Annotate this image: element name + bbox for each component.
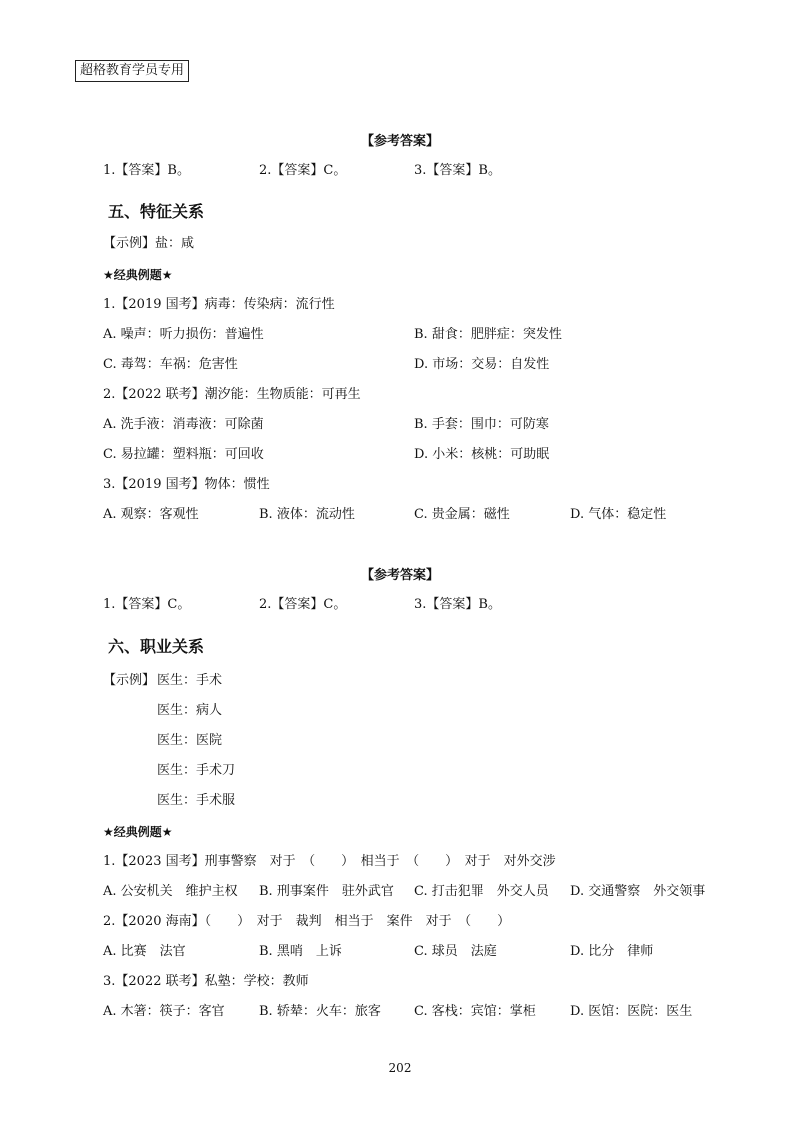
example-line: 【示例】盐：咸 bbox=[103, 236, 195, 251]
option-d: D. 气体：稳定性 bbox=[570, 507, 667, 522]
option-c: C. 贵金属：磁性 bbox=[414, 507, 510, 522]
option-b: B. 轿辇：火车：旅客 bbox=[259, 1004, 381, 1019]
option-b: B. 黑哨 上诉 bbox=[259, 944, 342, 959]
example-line: 医生：手术刀 bbox=[157, 763, 236, 778]
question-stem: 1.【2023 国考】刑事警察 对于 （ ） 相当于 （ ） 对于 对外交涉 bbox=[103, 854, 556, 869]
classic-title: ★经典例题★ bbox=[103, 268, 173, 282]
answer-item: 2.【答案】C。 bbox=[259, 163, 347, 178]
option-b: B. 甜食：肥胖症：突发性 bbox=[414, 327, 562, 342]
option-c: C. 球员 法庭 bbox=[414, 944, 497, 959]
option-d: D. 市场：交易：自发性 bbox=[414, 357, 550, 372]
option-c: C. 毒驾：车祸：危害性 bbox=[103, 357, 238, 372]
classic-title: ★经典例题★ bbox=[103, 825, 173, 839]
option-d: D. 比分 律师 bbox=[570, 944, 654, 959]
example-label: 【示例】 bbox=[103, 673, 156, 688]
answer-title: 【参考答案】 bbox=[360, 134, 439, 149]
example-line: 医生：病人 bbox=[157, 703, 223, 718]
answer-item: 1.【答案】C。 bbox=[103, 597, 191, 612]
option-a: A. 噪声：听力损伤：普遍性 bbox=[103, 327, 264, 342]
option-c: C. 客栈：宾馆：掌柜 bbox=[414, 1004, 536, 1019]
answer-item: 3.【答案】B。 bbox=[414, 163, 501, 178]
option-a: A. 比赛 法官 bbox=[103, 944, 186, 959]
option-b: B. 刑事案件 驻外武官 bbox=[259, 884, 394, 899]
question-stem: 2.【2020 海南】（ ） 对于 裁判 相当于 案件 对于 （ ） bbox=[103, 914, 511, 929]
question-stem: 2.【2022 联考】潮汐能：生物质能：可再生 bbox=[103, 387, 361, 402]
question-stem: 3.【2022 联考】私塾：学校：教师 bbox=[103, 974, 309, 989]
example-line: 医生：手术服 bbox=[157, 793, 236, 808]
example-line: 医生：手术 bbox=[157, 673, 223, 688]
question-stem: 3.【2019 国考】物体：惯性 bbox=[103, 477, 270, 492]
option-d: D. 交通警察 外交领事 bbox=[570, 884, 706, 899]
option-a: A. 洗手液：消毒液：可除菌 bbox=[103, 417, 264, 432]
option-c: C. 易拉罐：塑料瓶：可回收 bbox=[103, 447, 264, 462]
answer-item: 2.【答案】C。 bbox=[259, 597, 347, 612]
page-number: 202 bbox=[388, 1061, 412, 1075]
answer-title: 【参考答案】 bbox=[360, 568, 439, 583]
option-b: B. 手套：围巾：可防寒 bbox=[414, 417, 549, 432]
answer-item: 3.【答案】B。 bbox=[414, 597, 501, 612]
option-d: D. 医馆：医院：医生 bbox=[570, 1004, 693, 1019]
option-a: A. 观察：客观性 bbox=[103, 507, 199, 522]
answer-item: 1.【答案】B。 bbox=[103, 163, 190, 178]
option-a: A. 木箸：筷子：客官 bbox=[103, 1004, 225, 1019]
example-line: 医生：医院 bbox=[157, 733, 223, 748]
header-tag: 超格教育学员专用 bbox=[75, 60, 189, 82]
question-stem: 1.【2019 国考】病毒：传染病：流行性 bbox=[103, 297, 335, 312]
option-c: C. 打击犯罪 外交人员 bbox=[414, 884, 549, 899]
option-d: D. 小米：核桃：可助眠 bbox=[414, 447, 550, 462]
section-heading: 五、特征关系 bbox=[108, 202, 205, 221]
option-b: B. 液体：流动性 bbox=[259, 507, 355, 522]
option-a: A. 公安机关 维护主权 bbox=[103, 884, 238, 899]
section-heading: 六、职业关系 bbox=[108, 637, 205, 656]
